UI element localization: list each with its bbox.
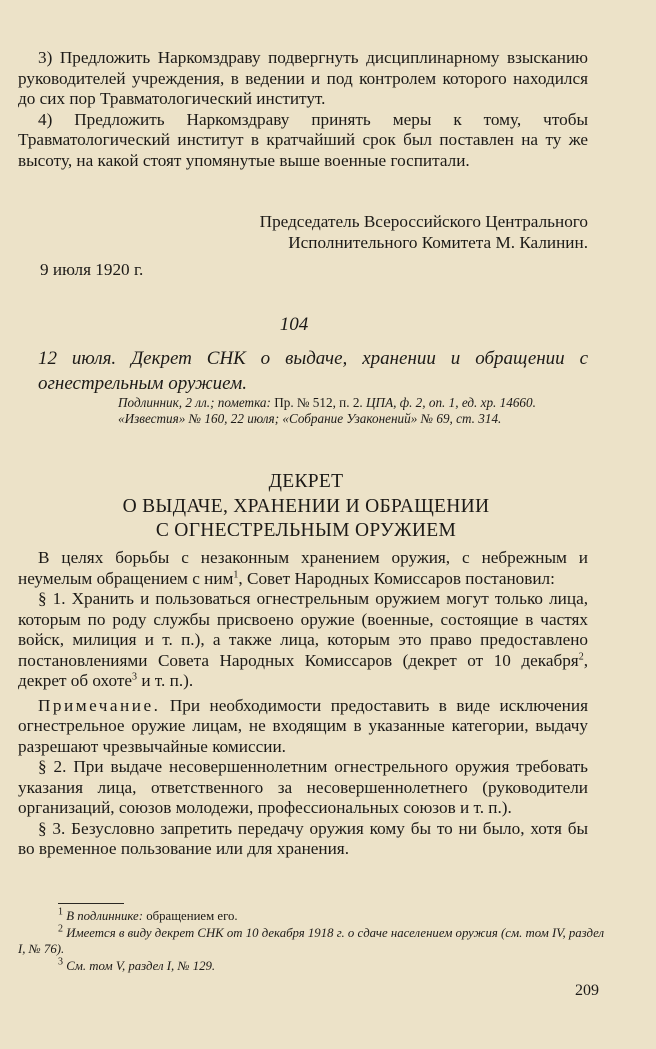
section-1-text-c: и т. п.). xyxy=(137,671,194,690)
intro-paragraph xyxy=(18,548,588,589)
signature-block xyxy=(190,212,588,253)
footnote-3 xyxy=(18,958,606,975)
footnotes xyxy=(18,908,606,974)
source-line-2: «Известия» № 160, 22 июля; «Собрание Узаконений» № 69, ст. 314. xyxy=(118,411,502,426)
signature-line-2: Исполнительного Комитета М. Калинин. xyxy=(288,232,588,252)
footnote-1-text: обращением его. xyxy=(143,909,238,923)
document-date: 9 июля 1920 г. xyxy=(40,260,144,279)
signature-line-1: Председатель Всероссийского Центрального xyxy=(259,212,588,231)
footnote-3-italic: См. том V, раздел I, № 129. xyxy=(66,958,216,973)
footnote-divider xyxy=(58,903,124,904)
decree-body xyxy=(18,548,588,860)
source-note xyxy=(118,395,588,427)
section-3: § 3. Безусловно запретить передачу оружия кому бы то ни было, хотя бы во временное пользование или для хранения. xyxy=(18,818,588,858)
title-line-2: О ВЫДАЧЕ, ХРАНЕНИИ И ОБРАЩЕНИИ xyxy=(122,495,490,517)
document-number: 104 xyxy=(279,314,309,335)
footnote-1-italic: В подлиннике: xyxy=(66,909,144,923)
source-line-1 xyxy=(118,395,588,411)
paragraph-4: 4) Предложить Наркомздраву принять меры к тому, чтобы Травматологический институт в кратчайший срок был поставлен на ту же высоту, на какой стоят упомянутые выше военные госпитали. xyxy=(18,109,588,170)
intro-text-b: , Совет Народных Комиссаров постановил: xyxy=(238,568,555,588)
note-text: При необходимости предоставить в виде исключения огнестрельное оружие лицам, не входящим в указанные категории, выдачу разрешают чрезвычайные комиссии. xyxy=(18,695,588,756)
note-label: Примечание. xyxy=(38,695,161,715)
footnote-ref-1: 1 xyxy=(233,568,239,580)
paragraph-3: 3) Предложить Наркомздраву подвергнуть дисциплинарному взысканию руководителей учреждения, в ведении и под контролем которого находился до сих пор Травматологический институт. xyxy=(18,48,588,108)
section-2: § 2. При выдаче несовершеннолетним огнестрельного оружия требовать указания лица, ответственного за несовершеннолетнего (руководители организаций, союзов молодежи, профессиональных союзов и т. п.). xyxy=(18,757,588,817)
section-1-text-a: § 1. Хранить и пользоваться огнестрельным оружием могут только лица, которым по роду службы присвоено оружие (военные, состоящие в частях войск, милиция и т. п.), а также лица, которым это право предоставлено постановлениями Совета Народных Комиссаров (декрет от 10 декабря xyxy=(18,589,588,670)
footnote-2 xyxy=(18,925,606,958)
footnote-ref-2: 2 xyxy=(578,650,584,662)
title-line-1: ДЕКРЕТ xyxy=(268,471,344,492)
note-paragraph xyxy=(18,696,588,758)
intro-text-a: В целях борьбы с незаконным хранением оружия, с небрежным и неумелым обращением с ним xyxy=(18,548,588,588)
title-line-3: С ОГНЕСТРЕЛЬНЫМ ОРУЖИЕМ xyxy=(155,520,457,541)
footnote-3-num: 3 xyxy=(58,956,63,968)
document-heading: 12 июля. Декрет СНК о выдаче, хранении и обращении с огнестрельным оружием. xyxy=(38,348,588,394)
source-original: Подлинник, 2 лл.; пометка: xyxy=(118,395,271,410)
footnote-1 xyxy=(18,908,606,925)
source-mark: Пр. № 512, п. 2. xyxy=(270,395,367,410)
top-section xyxy=(18,48,588,171)
source-archive: ЦПА, ф. 2, оп. 1, ед. хр. 14660. xyxy=(366,395,536,410)
footnote-1-num: 1 xyxy=(58,906,63,918)
section-1 xyxy=(18,589,588,692)
footnote-ref-3: 3 xyxy=(132,671,138,683)
footnote-2-italic: Имеется в виду декрет СНК от 10 декабря 1918 г. о сдаче населением оружия (см. том IV, раздел I, № 76). xyxy=(18,925,605,956)
section-1-text-b: , декрет об охоте xyxy=(18,650,588,690)
page-number: 209 xyxy=(575,982,599,999)
decree-title xyxy=(0,470,612,544)
footnote-2-num: 2 xyxy=(58,923,63,935)
